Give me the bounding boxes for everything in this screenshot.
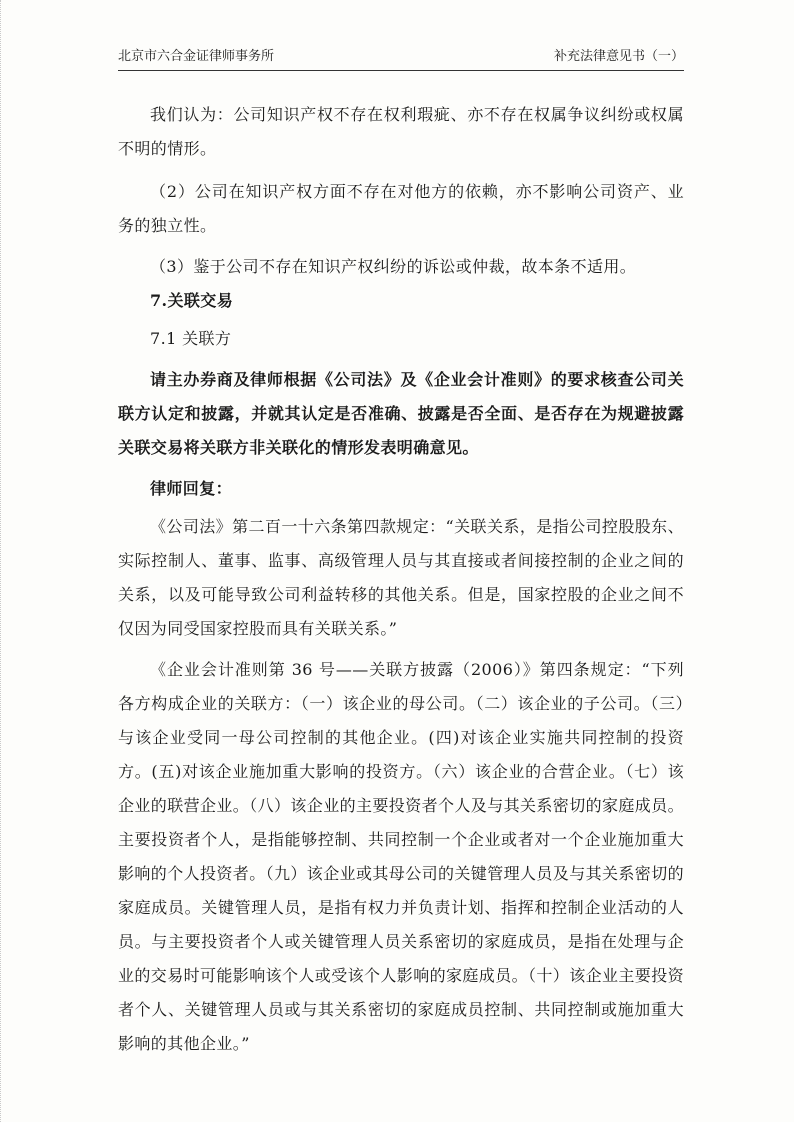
page-header	[118, 47, 684, 67]
paragraph-inquiry: 请主办券商及律师根据《公司法》及《企业会计准则》的要求核查公司关联方认定和披露，并就其认定是否准确、披露是否全面、是否存在为规避披露关联交易将关联方非关联化的情形发表明确意见。	[118, 370, 684, 457]
paragraph-conclusion: 我们认为：公司知识产权不存在权利瑕疵、亦不存在权属争议纠纷或权属不明的情形。	[118, 105, 684, 158]
subsection-heading-related-parties: 7.1 关联方	[150, 329, 232, 348]
paragraph-company-law: 《公司法》第二百一十六条第四款规定：“关联关系，是指公司控股股东、实际控制人、董事、监事、高级管理人员与其直接或者间接控制的企业之间的关系，以及可能导致公司利益转移的其他关系。但是，国家控股的企业之间不仅因为同受国家控股而具有关联关系。”	[118, 517, 684, 638]
paragraph-item-3: （3）鉴于公司不存在知识产权纠纷的诉讼或仲裁，故本条不适用。	[150, 257, 637, 276]
scan-margin-edge	[0, 0, 13, 1122]
paragraph-lawyer-reply-label: 律师回复：	[150, 479, 233, 498]
header-rule	[118, 70, 684, 71]
paragraph-accounting-standard: 《企业会计准则第 36 号——关联方披露（2006）》第四条规定：“下列各方构成企业的关联方：（一）该企业的母公司。（二）该企业的子公司。（三）与该企业受同一母公司控制的其他企业。(四)对该企业实施共同控制的投资方。(五)对该企业施加重大影响的投资方。（六）该企业的合营企业。（七）该企业的联营企业。（八）该企业的主要投资者个人及与其关系密切的家庭成员。主要投资者个人，是指能够控制、共同控制一个企业或者对一个企业施加重大影响的个人投资者。（九）该企业或其母公司的关键管理人员及与其关系密切的家庭成员。关键管理人员，是指有权力并负责计划、指挥和控制企业活动的人员。与主要投资者个人或关键管理人员关系密切的家庭成员，是指在处理与企业的交易时可能影响该个人或受该个人影响的家庭成员。（十）该企业主要投资者个人、关键管理人员或与其关系密切的家庭成员控制、共同控制或施加重大影响的其他企业。”	[118, 660, 685, 1053]
header-firm-name: 北京市六合金证律师事务所	[118, 49, 275, 64]
section-heading-related-transactions: 7.关联交易	[150, 291, 234, 310]
header-document-title: 补充法律意见书（一）	[553, 49, 684, 64]
paragraph-item-2: （2）公司在知识产权方面不存在对他方的依赖，亦不影响公司资产、业务的独立性。	[118, 182, 684, 235]
